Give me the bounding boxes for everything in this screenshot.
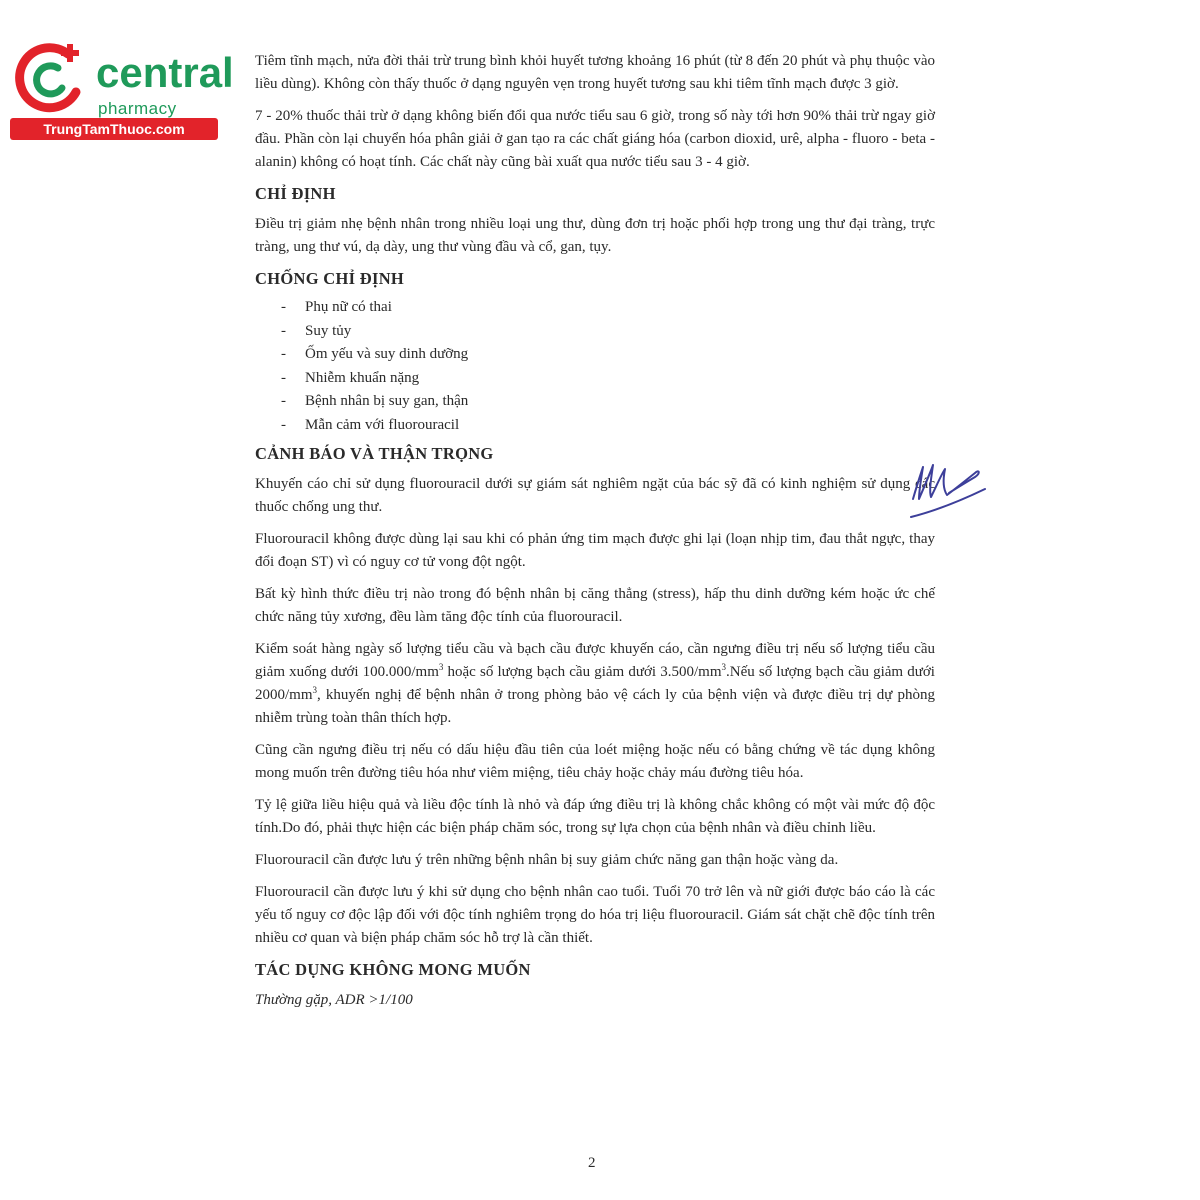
paragraph-warning-supervision: Khuyến cáo chỉ sử dụng fluorouracil dưới sự giám sát nghiêm ngặt của bác sỹ đã có kinh nghiệm sử dụng các thuốc chống ung thư. <box>255 476 935 515</box>
brand-subtitle: pharmacy <box>98 99 177 118</box>
pharmacy-cross-logo-icon <box>12 40 88 116</box>
paragraph-warning-blood-count <box>255 638 935 730</box>
list-item: - Bệnh nhân bị suy gan, thận <box>255 390 935 414</box>
handwritten-signature <box>905 455 990 525</box>
superscript: 3 <box>312 685 318 695</box>
paragraph-elimination: 7 - 20% thuốc thải trừ ở dạng không biến đổi qua nước tiểu sau 6 giờ, trong số này tới hơn 90% thải trừ ngay giờ đầu. Phần còn lại chuyển hóa phân giải ở gan tạo ra các chất giáng hóa (carbon dioxid, urê, alpha - fluoro - beta - alanin) không có hoạt tính. Các chất này cũng bài xuất qua nước tiểu sau 3 - 4 giờ. <box>255 108 935 170</box>
heading-warnings: CẢNH BÁO VÀ THẬN TRỌNG <box>255 444 494 463</box>
heading-contraindications: CHỐNG CHỈ ĐỊNH <box>255 269 405 288</box>
central-pharmacy-logo[interactable] <box>10 30 234 140</box>
paragraph-warning-elderly: Fluorouracil cần được lưu ý khi sử dụng cho bệnh nhân cao tuổi. Tuổi 70 trở lên và nữ giới được báo cáo là các yếu tố nguy cơ độc lập đối với độc tính nghiêm trọng do hóa trị liệu fluorouracil. Giám sát chặt chẽ độc tính trên nhiều cơ quan và biện pháp chăm sóc hỗ trợ là cần thiết. <box>255 884 935 946</box>
site-url-banner[interactable]: TrungTamThuoc.com <box>10 118 218 140</box>
heading-adverse-effects: TÁC DỤNG KHÔNG MONG MUỐN <box>255 960 531 979</box>
list-item: - Mẫn cảm với fluorouracil <box>255 414 935 438</box>
list-item: - Suy tủy <box>255 320 935 344</box>
superscript: 3 <box>438 662 444 672</box>
blood-count-text-d: , khuyến nghị để bệnh nhân ở trong phòng bảo vệ cách ly của bệnh viện và được điều trị dự phòng nhiễm trùng toàn thân thích hợp. <box>255 687 935 726</box>
subheading-common: Thường gặp, ADR >1/100 <box>255 992 413 1008</box>
blood-count-text-b: hoặc số lượng bạch cầu giảm dưới 3.500/mm <box>443 664 722 680</box>
paragraph-warning-liver: Fluorouracil cần được lưu ý trên những bệnh nhân bị suy giảm chức năng gan thận hoặc vàng da. <box>255 852 839 868</box>
document-page <box>255 50 935 1012</box>
list-item: - Ốm yếu và suy dinh dưỡng <box>255 343 935 367</box>
brand-name: central <box>96 49 234 96</box>
list-item: - Nhiễm khuẩn nặng <box>255 367 935 391</box>
blood-count-text-c: .Nếu số lượng bạch cầu giảm dưới 2000/mm <box>255 664 935 703</box>
contraindications-list <box>255 296 935 437</box>
paragraph-indications: Điều trị giảm nhẹ bệnh nhân trong nhiều loại ung thư, dùng đơn trị hoặc phối hợp trong ung thư đại tràng, trực tràng, ung thư vú, dạ dày, ung thư vùng đầu và cổ, gan, tụy. <box>255 216 935 255</box>
paragraph-warning-gi: Cũng cần ngưng điều trị nếu có dấu hiệu đầu tiên của loét miệng hoặc nếu có bằng chứng về tác dụng không mong muốn trên đường tiêu hóa như viêm miệng, tiêu chảy hoặc chảy máu đường tiêu hóa. <box>255 742 935 781</box>
paragraph-warning-dose-ratio: Tỷ lệ giữa liều hiệu quả và liều độc tính là nhỏ và đáp ứng điều trị là không chắc không có một vài mức độ độc tính.Do đó, phải thực hiện các biện pháp chăm sóc, trong sự lựa chọn của bệnh nhân và điều chỉnh liều. <box>255 797 935 836</box>
blood-count-text-a: Kiểm soát hàng ngày số lượng tiểu cầu và bạch cầu được khuyến cáo, cần ngưng điều trị nếu số lượng tiểu cầu giảm xuống dưới 100.000/mm <box>255 641 935 680</box>
superscript: 3 <box>721 662 726 672</box>
page-number: 2 <box>588 1155 596 1171</box>
list-item: - Phụ nữ có thai <box>255 296 935 320</box>
paragraph-warning-cardiac: Fluorouracil không được dùng lại sau khi có phản ứng tim mạch được ghi lại (loạn nhịp tim, đau thắt ngực, thay đổi đoạn ST) vì có nguy cơ tử vong đột ngột. <box>255 531 935 570</box>
paragraph-warning-stress: Bất kỳ hình thức điều trị nào trong đó bệnh nhân bị căng thẳng (stress), hấp thu dinh dưỡng kém hoặc ức chế chức năng tủy xương, đều làm tăng độc tính của fluorouracil. <box>255 586 935 625</box>
paragraph-iv-half-life: Tiêm tĩnh mạch, nửa đời thải trừ trung bình khỏi huyết tương khoảng 16 phút (từ 8 đến 20 phút và phụ thuộc vào liều dùng). Không còn thấy thuốc ở dạng nguyên vẹn trong huyết tương sau khi tiêm tĩnh mạch được 3 giờ. <box>255 53 935 92</box>
heading-indications: CHỈ ĐỊNH <box>255 184 336 203</box>
